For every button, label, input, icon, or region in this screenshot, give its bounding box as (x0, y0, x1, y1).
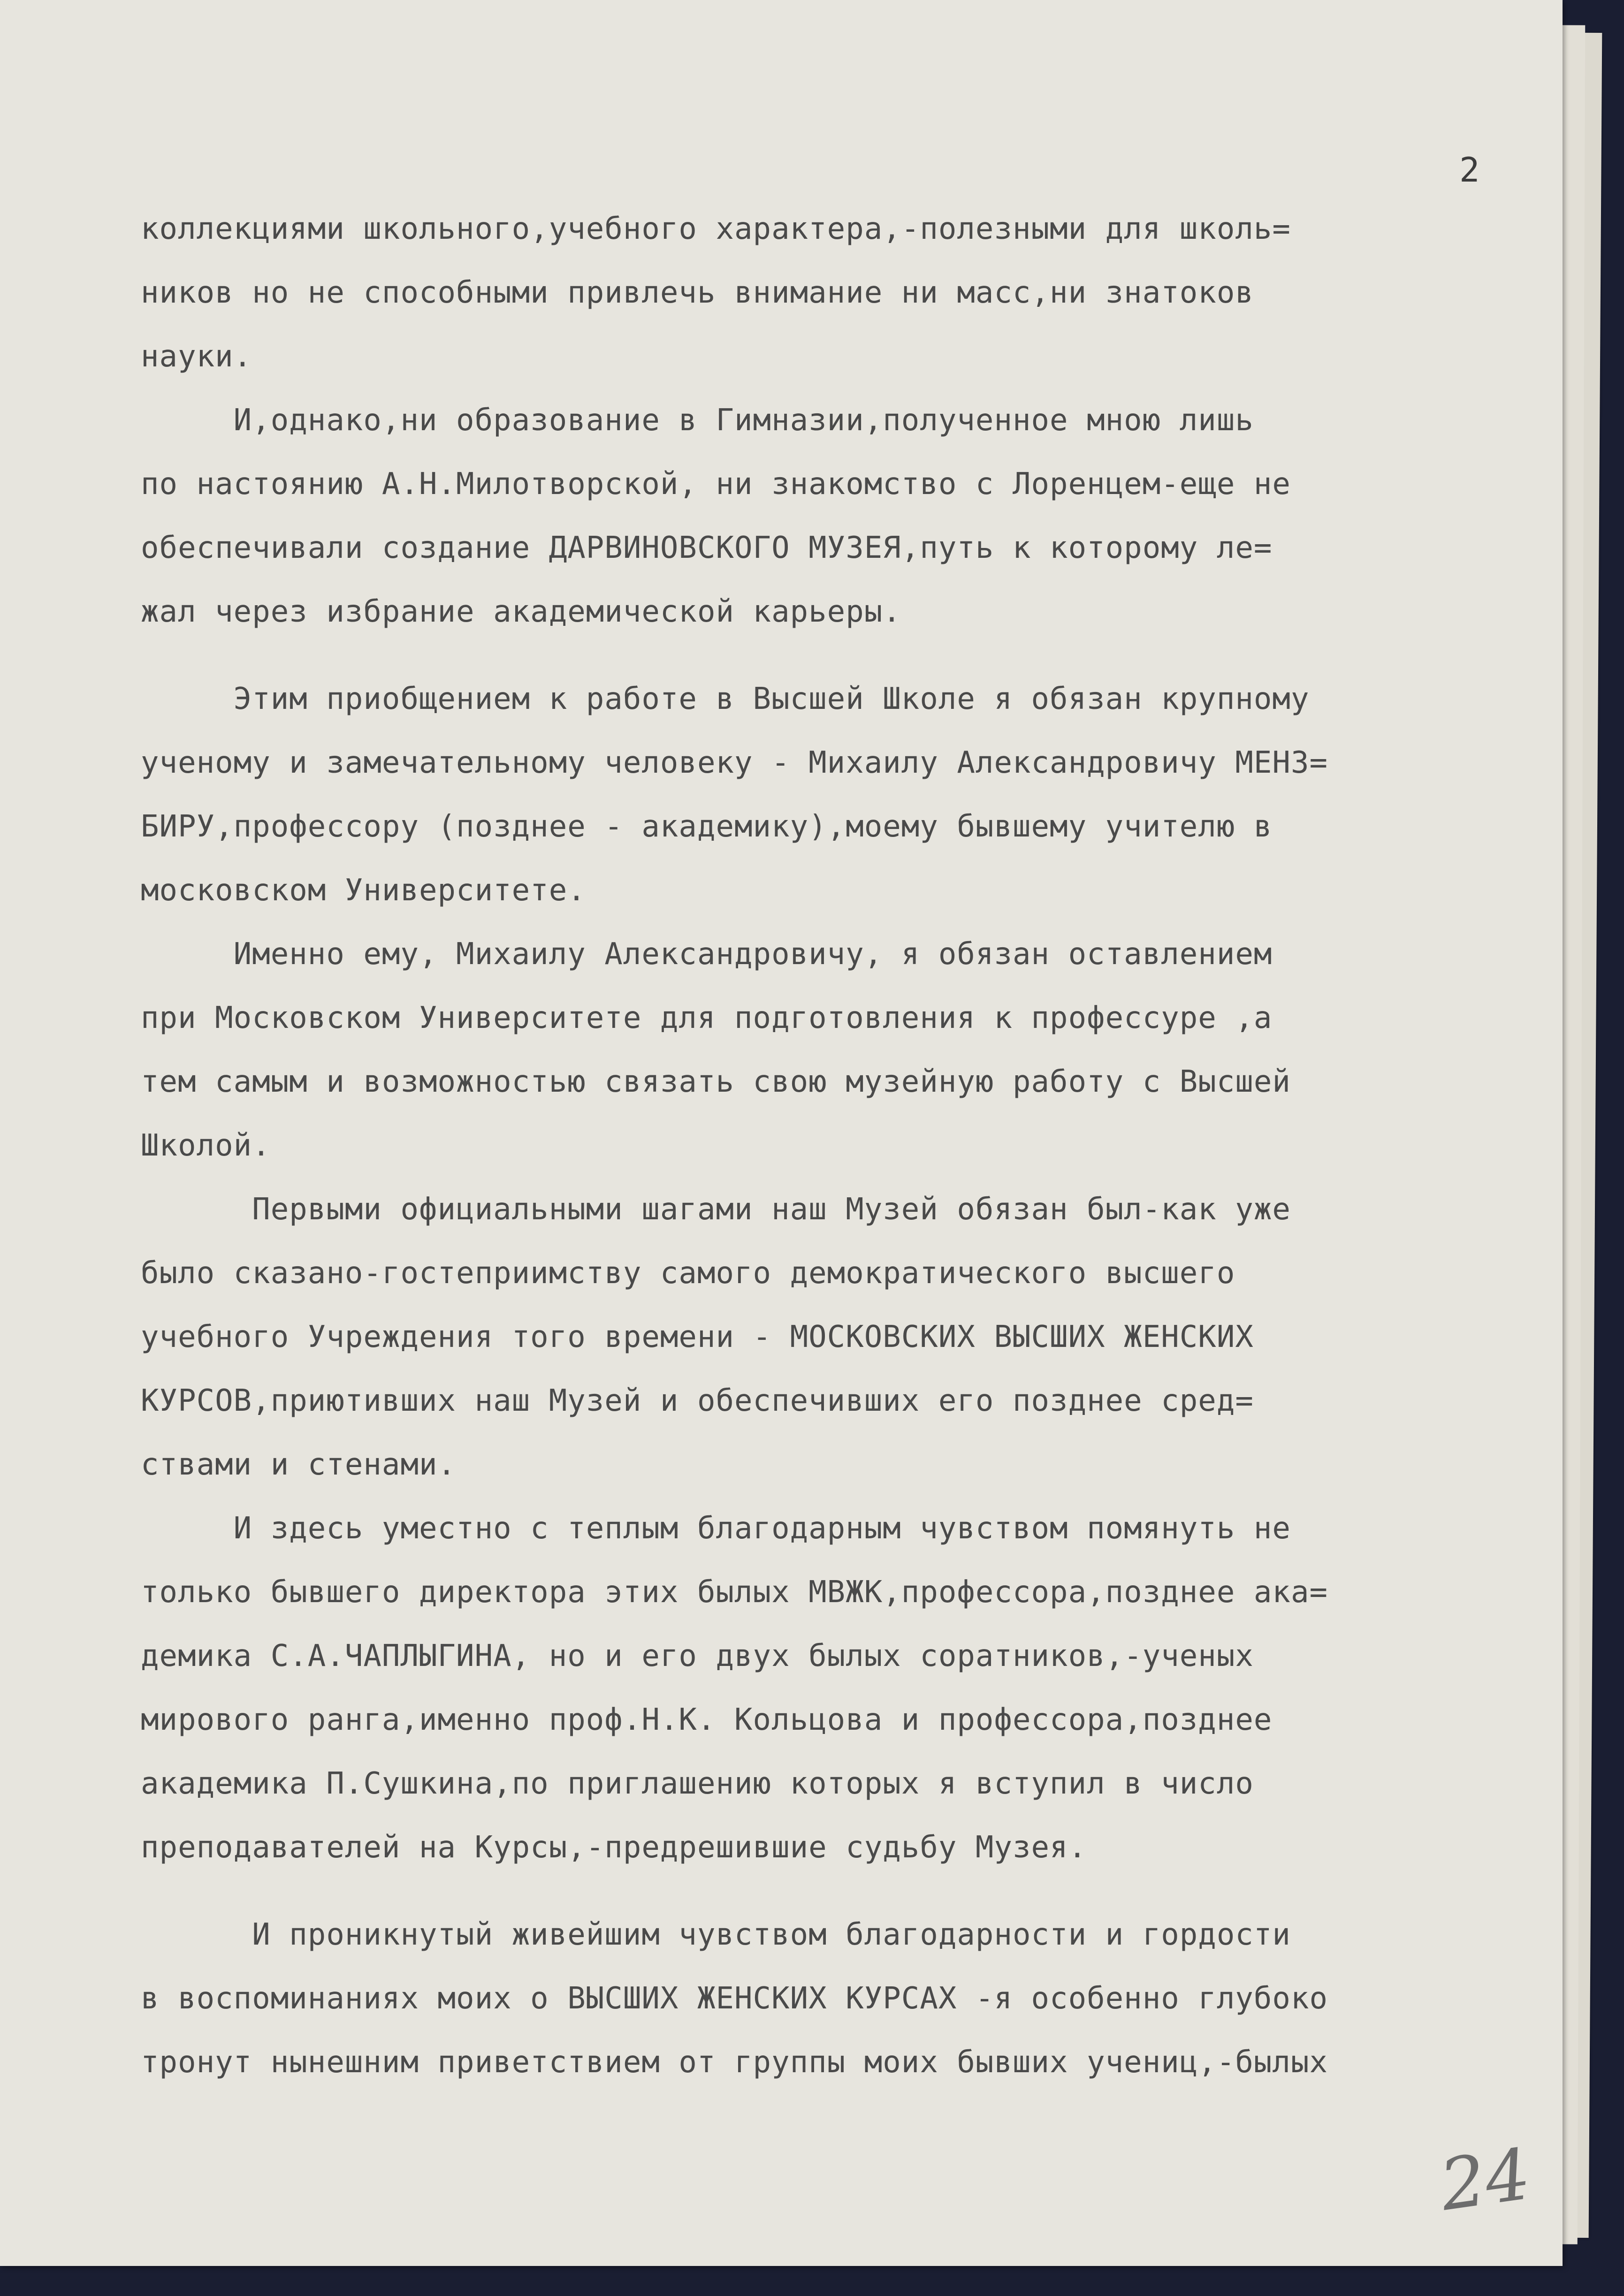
text-line: при Московском Университете для подготовления к профессуре ,а (141, 1001, 1273, 1035)
text-line: КУРСОВ,приютивших наш Музей и обеспечивших его позднее сред= (141, 1384, 1254, 1418)
page-number: 2 (1459, 150, 1480, 190)
text-line: преподавателей на Курсы,-предрешившие судьбу Музея. (141, 1830, 1087, 1865)
text-line: обеспечивали создание ДАРВИНОВСКОГО МУЗЕЯ,путь к которому ле= (141, 531, 1273, 565)
text-line: по настоянию А.Н.Милотворской, ни знакомство с Лоренцем-еще не (141, 467, 1291, 502)
text-line: мирового ранга,именно проф.Н.К. Кольцова и профессора,позднее (141, 1703, 1273, 1737)
text-line: только бывшего директора этих былых МВЖК,профессора,позднее ака= (141, 1575, 1328, 1610)
text-line: науки. (141, 339, 252, 374)
text-line: в воспоминаниях моих о ВЫСШИХ ЖЕНСКИХ КУРСАХ -я особенно глубоко (141, 1981, 1328, 2016)
paragraph-gap (141, 644, 1525, 667)
text-line: демика С.А.ЧАПЛЫГИНА, но и его двух былых соратников,-ученых (141, 1639, 1254, 1673)
text-line: учебного Учреждения того времени - МОСКОВСКИХ ВЫСШИХ ЖЕНСКИХ (141, 1320, 1254, 1354)
text-line: Именно ему, Михаилу Александровичу, я обязан оставлением (141, 937, 1273, 972)
text-line: ников но не способными привлечь внимание ни масс,ни знатоков (141, 275, 1254, 310)
text-line: Этим приобщением к работе в Высшей Школе я обязан крупному (141, 682, 1310, 716)
text-line: тем самым и возможностью связать свою музейную работу с Высшей (141, 1064, 1291, 1099)
handwritten-folio-number: 24 (1435, 2133, 1536, 2227)
text-line: И проникнутый живейшим чувством благодарности и гордости (141, 1917, 1291, 1952)
text-line: ученому и замечательному человеку - Михаилу Александровичу МЕНЗ= (141, 745, 1328, 780)
text-line: Школой. (141, 1128, 271, 1163)
text-line: Первыми официальными шагами наш Музей обязан был-как уже (141, 1192, 1291, 1227)
text-line: тронут нынешним приветствием от группы моих бывших учениц,-былых (141, 2045, 1328, 2080)
text-line: коллекциями школьного,учебного характера,-полезными для школь= (141, 212, 1291, 246)
text-line: И,однако,ни образование в Гимназии,полученное мною лишь (141, 403, 1254, 438)
body-text (141, 197, 1525, 2094)
text-line: ствами и стенами. (141, 1447, 457, 1482)
text-line: академика П.Сушкина,по приглашению которых я вступил в число (141, 1766, 1254, 1801)
text-line: БИРУ,профессору (позднее - академику),моему бывшему учителю в (141, 809, 1273, 844)
text-line: И здесь уместно с теплым благодарным чувством помянуть не (141, 1511, 1291, 1546)
text-line: московском Университете. (141, 873, 586, 908)
paragraph-gap (141, 1879, 1525, 1903)
text-line: было сказано-гостеприимству самого демократического высшего (141, 1256, 1235, 1291)
text-line: жал через избрание академической карьеры. (141, 594, 901, 629)
